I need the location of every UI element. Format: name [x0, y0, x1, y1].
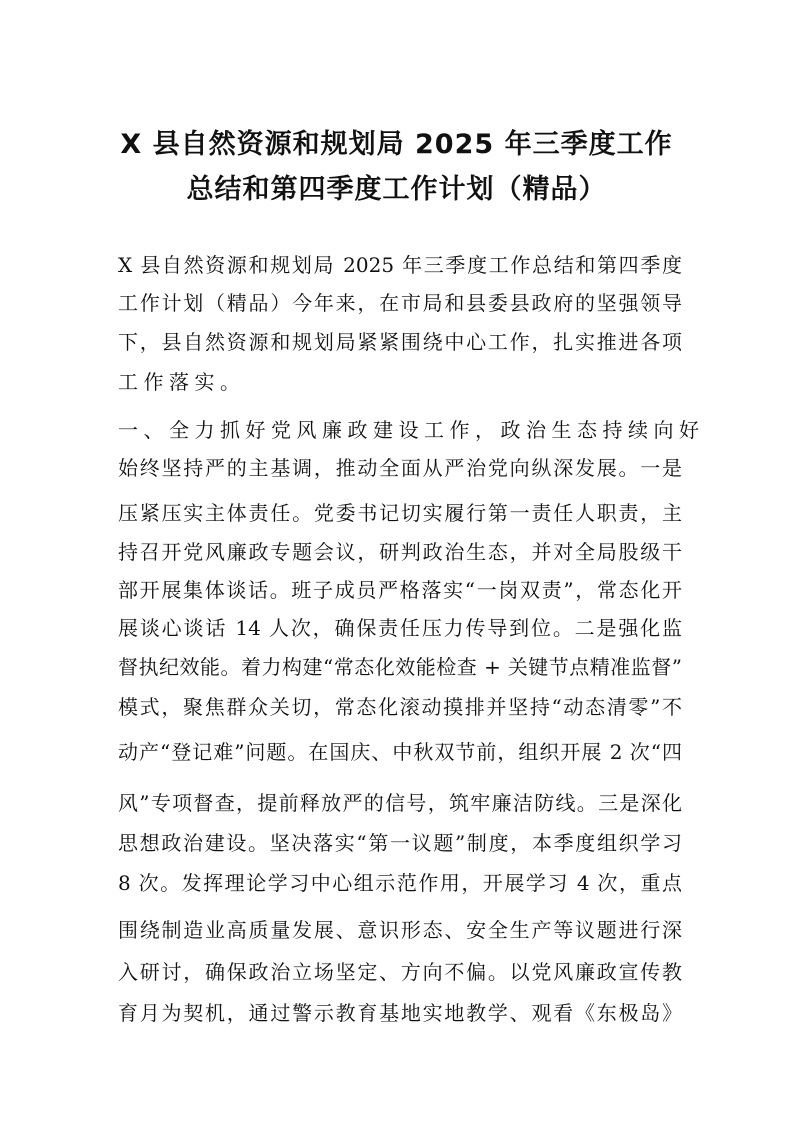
body-line: 工作计划（精品）今年来，在市局和县委县政府的坚强领导 [118, 291, 682, 315]
body-line: 风”专项督查，提前释放严的信号，筑牢廉洁防线。三是深化 [118, 791, 682, 815]
body-line: 压紧压实主体责任。党委书记切实履行第一责任人职责，主 [118, 501, 682, 525]
body-line: X 县自然资源和规划局 2025 年三季度工作总结和第四季度 [118, 253, 682, 277]
body-line: 工作落实。 [118, 370, 246, 394]
body-line: 思想政治建设。坚决落实“第一议题”制度，本季度组织学习 [118, 831, 682, 855]
body-line: 模式，聚焦群众关切，常态化滚动摸排并坚持“动态清零”不 [118, 695, 682, 719]
body-line: 展谈心谈话 14 人次，确保责任压力传导到位。二是强化监 [118, 616, 682, 640]
document-title-line-2: 总结和第四季度工作计划（精品） [186, 174, 607, 205]
body-line: 入研讨，确保政治立场坚定、方向不偏。以党风廉政宣传教 [118, 960, 682, 984]
body-line: 部开展集体谈话。班子成员严格落实“一岗双责”，常态化开 [118, 578, 682, 602]
body-line: 下，县自然资源和规划局紧紧围绕中心工作，扎实推进各项 [118, 330, 682, 354]
section-heading: 一、全力抓好党风廉政建设工作，政治生态持续向好 [118, 418, 705, 442]
body-line: 8 次。发挥理论学习中心组示范作用，开展学习 4 次，重点 [118, 871, 682, 895]
body-line: 育月为契机，通过警示教育基地实地教学、观看《东极岛》 [118, 1001, 682, 1025]
body-line: 督执纪效能。着力构建“常态化效能检查 + 关键节点精准监督” [118, 655, 682, 679]
body-line: 始终坚持严的主基调，推动全面从严治党向纵深发展。一是 [118, 456, 682, 480]
body-line: 围绕制造业高质量发展、意识形态、安全生产等议题进行深 [118, 918, 682, 942]
body-line: 持召开党风廉政专题会议，研判政治生态，并对全局股级干 [118, 540, 682, 564]
document-title-line-1: X 县自然资源和规划局 2025 年三季度工作 [120, 129, 673, 160]
body-line: 动产“登记难”问题。在国庆、中秋双节前，组织开展 2 次“四 [118, 740, 682, 764]
